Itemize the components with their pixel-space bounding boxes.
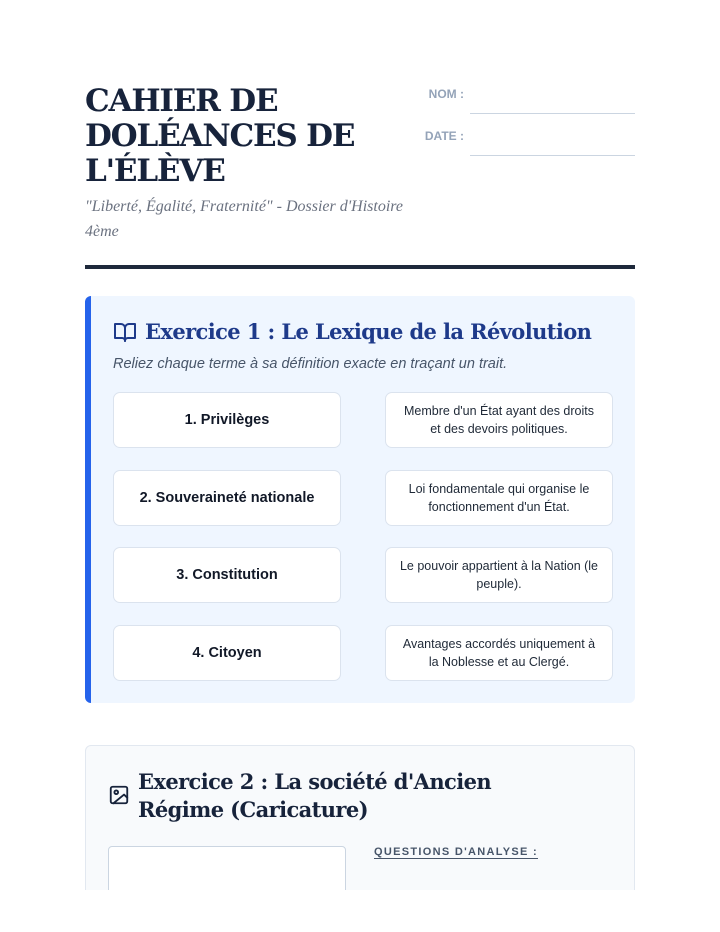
term-card[interactable]: 1. Privilèges	[113, 392, 341, 448]
name-field-label: NOM :	[428, 87, 464, 101]
date-field-line	[470, 155, 635, 156]
header-divider	[85, 265, 635, 269]
term-card[interactable]: 2. Souveraineté nationale	[113, 470, 341, 526]
exercise-1-section	[85, 296, 635, 703]
name-field-line	[470, 113, 635, 114]
exercise-2-header	[108, 768, 538, 824]
open-book-icon	[113, 320, 137, 344]
questions-heading: QUESTIONS D'ANALYSE :	[374, 846, 538, 858]
term-card[interactable]: 3. Constitution	[113, 547, 341, 603]
exercise-1-title: Exercice 1 : Le Lexique de la Révolution	[145, 319, 592, 344]
date-field-label: DATE :	[424, 129, 464, 143]
page-title: CAHIER DE DOLÉANCES DE L'ÉLÈVE	[85, 83, 355, 189]
definition-card[interactable]: Membre d'un État ayant des droits et des devoirs politiques.	[385, 392, 613, 448]
definition-card[interactable]: Le pouvoir appartient à la Nation (le peuple).	[385, 547, 613, 603]
exercise-1-instruction: Reliez chaque terme à sa définition exacte en traçant un trait.	[113, 356, 508, 372]
term-card[interactable]: 4. Citoyen	[113, 625, 341, 681]
exercise-2-section	[85, 745, 635, 890]
definition-card[interactable]: Avantages accordés uniquement à la Noblesse et au Clergé.	[385, 625, 613, 681]
image-icon	[108, 784, 132, 808]
name-field[interactable]	[420, 86, 635, 126]
definition-card[interactable]: Loi fondamentale qui organise le fonctionnement d'un État.	[385, 470, 613, 526]
page-subtitle: "Liberté, Égalité, Fraternité" - Dossier d'Histoire 4ème	[85, 198, 404, 240]
caricature-image-placeholder	[108, 846, 346, 890]
date-field[interactable]	[420, 128, 635, 168]
exercise-2-title: Exercice 2 : La société d'Ancien Régime (Caricature)	[138, 769, 492, 822]
exercise-1-header	[113, 319, 591, 344]
